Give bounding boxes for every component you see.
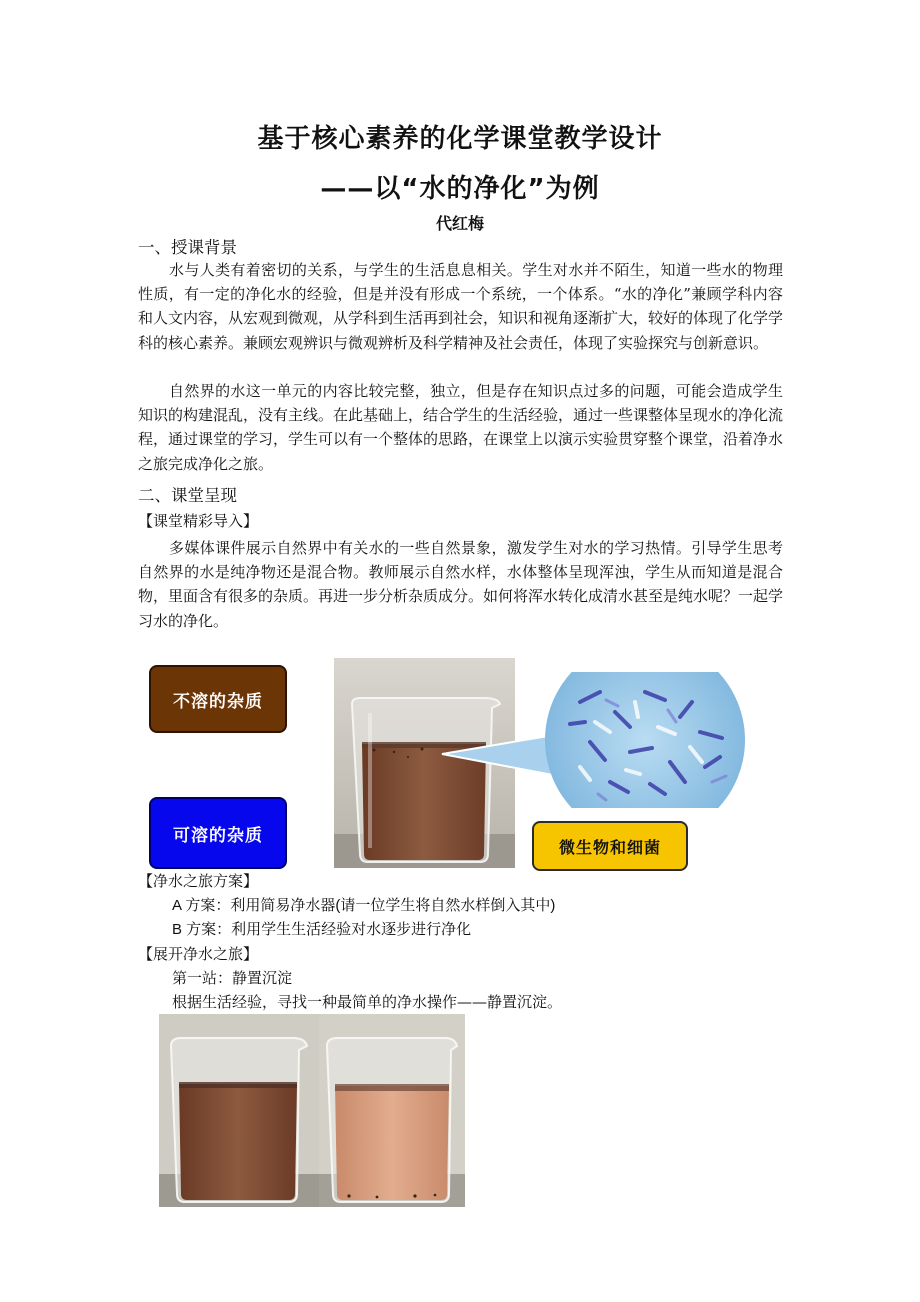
intro-label: 【课堂精彩导入】: [138, 512, 259, 530]
station-1-text: 根据生活经验，寻找一种最简单的净水操作——静置沉淀。: [172, 993, 563, 1011]
section-heading-background: 一、授课背景: [138, 238, 237, 257]
plan-b: B 方案：利用学生生活经验对水逐步进行净化: [172, 921, 472, 938]
paragraph-background-2: 自然界的水这一单元的内容比较完整，独立，但是存在知识点过多的问题，可能会造成学生知识的构建混乱，没有主线。在此基础上，结合学生的生活经验，通过一些课整体呈现水的净化流程，通过课堂的学习，学生可以有一个整体的思路，在课堂上以演示实验贯穿整个课堂，沿着净水之旅完成净化之旅。: [138, 382, 784, 473]
label-microbes-bacteria: 微生物和细菌: [532, 821, 688, 871]
beaker-after-settling-photo: [319, 1014, 465, 1207]
beaker-before-settling-photo: [159, 1014, 319, 1207]
plan-a: A 方案：利用简易净水器(请一位学生将自然水样倒入其中): [172, 897, 556, 914]
author-name: 代红梅: [435, 214, 484, 233]
document-title: 基于核心素养的化学课堂教学设计: [257, 124, 663, 154]
paragraph-intro: 多媒体课件展示自然界中有关水的一些自然景象，激发学生对水的学习热情。引导学生思考自然界的水是纯净物还是混合物。教师展示自然水样，水体整体呈现浑浊，学生从而知道是混合物，里面含有很多的杂质。再进一步分析杂质成分。如何将浑水转化成清水甚至是纯水呢？一起学习水的净化。: [138, 539, 784, 630]
microbe-magnifier-graphic: [430, 672, 750, 808]
label-insoluble-impurities: 不溶的杂质: [149, 665, 287, 733]
paragraph-background-1: 水与人类有着密切的关系，与学生的生活息息相关。学生对水并不陌生，知道一些水的物理性质，有一定的净化水的经验，但是并没有形成一个系统，一个体系。“水的净化”兼顾学科内容和人文内容，从宏观到微观，从学科到生活再到社会，知识和视角逐渐扩大，较好的体现了化学学科的核心素养。兼顾宏观辨识与微观辨析及科学精神及社会责任，体现了实验探究与创新意识。: [138, 261, 784, 352]
section-heading-classroom: 二、课堂呈现: [138, 486, 237, 505]
station-1-title: 第一站：静置沉淀: [172, 969, 293, 987]
label-soluble-impurities: 可溶的杂质: [149, 797, 287, 869]
document-subtitle: ——以“水的净化”为例: [320, 174, 600, 204]
plan-label: 【净水之旅方案】: [138, 872, 259, 890]
journey-label: 【展开净水之旅】: [138, 945, 259, 963]
